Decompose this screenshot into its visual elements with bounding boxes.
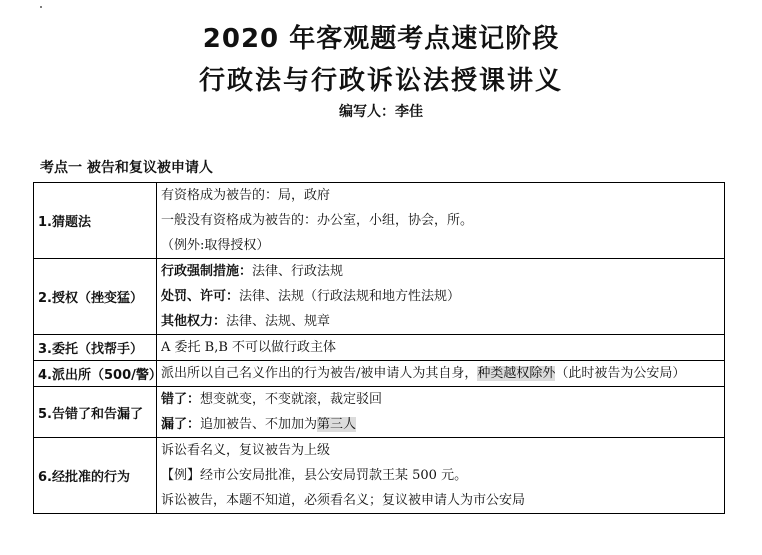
line-bold-label: 漏了：	[161, 417, 201, 432]
content-line	[161, 335, 724, 360]
author-line: 编写人：李佳	[339, 104, 423, 120]
row-key: 4.派出所（500/警）	[34, 361, 157, 387]
line-bold-label: 其他权力：	[161, 314, 227, 329]
content-line	[161, 438, 724, 463]
line-bold-label: 处罚、许可：	[161, 289, 240, 304]
row-key: 6.经批准的行为	[34, 438, 157, 514]
document-title-line2: 行政法与行政诉讼法授课讲义	[198, 66, 563, 96]
line-text: （例外:取得授权）	[161, 238, 270, 253]
table-row	[34, 259, 725, 335]
row-content	[157, 335, 725, 361]
row-content	[157, 259, 725, 335]
content-line	[161, 208, 724, 233]
row-key: 2.授权（挫变猛）	[34, 259, 157, 335]
section-heading: 考点一 被告和复议被申请人	[40, 160, 213, 176]
content-line	[161, 233, 724, 258]
table-row	[34, 335, 725, 361]
row-content	[157, 387, 725, 438]
row-key: 5.告错了和告漏了	[34, 387, 157, 438]
line-text: A 委托 B,B 不可以做行政主体	[161, 340, 337, 355]
line-text: 【例】经市公安局批准，县公安局罚款王某 500 元。	[161, 468, 468, 483]
row-content	[157, 183, 725, 259]
content-line	[161, 488, 724, 513]
content-line	[161, 387, 724, 412]
notes-table	[33, 182, 725, 514]
line-text: 法律、法规（行政法规和地方性法规）	[239, 289, 461, 304]
line-text: 想变就变，不变就滚，裁定驳回	[200, 392, 383, 407]
table-row	[34, 361, 725, 387]
line-bold-label: 错了：	[161, 392, 201, 407]
document-title-line1: 2020 年客观题考点速记阶段	[202, 24, 560, 54]
content-line	[161, 183, 724, 208]
line-text: 派出所以自己名义作出的行为被告/被申请人为其自身，	[161, 366, 478, 381]
row-content	[157, 361, 725, 387]
table-row	[34, 183, 725, 259]
line-bold-label: 行政强制措施：	[161, 264, 253, 279]
line-text: 有资格成为被告的：局，政府	[161, 188, 331, 203]
row-key: 1.猜题法	[34, 183, 157, 259]
line-text-after: （此时被告为公安局）	[555, 366, 686, 381]
content-line	[161, 361, 724, 386]
scan-dot	[40, 6, 42, 8]
content-line	[161, 259, 724, 284]
content-line	[161, 309, 724, 334]
row-key: 3.委托（找帮手）	[34, 335, 157, 361]
table-row	[34, 387, 725, 438]
content-line	[161, 412, 724, 437]
highlighted-text: 第三人	[317, 417, 357, 432]
line-text: 一般没有资格成为被告的：办公室，小组，协会，所。	[161, 213, 474, 228]
content-line	[161, 284, 724, 309]
line-text: 诉讼被告，本题不知道，必须看名义；复议被申请人为市公安局	[161, 493, 526, 508]
line-text: 诉讼看名义，复议被告为上级	[161, 443, 331, 458]
content-line	[161, 463, 724, 488]
line-text: 法律、法规、规章	[226, 314, 331, 329]
table-row	[34, 438, 725, 514]
row-content	[157, 438, 725, 514]
line-text: 追加被告、不加加为	[200, 417, 318, 432]
line-text: 法律、行政法规	[252, 264, 344, 279]
highlighted-text: 种类越权除外	[477, 366, 556, 381]
